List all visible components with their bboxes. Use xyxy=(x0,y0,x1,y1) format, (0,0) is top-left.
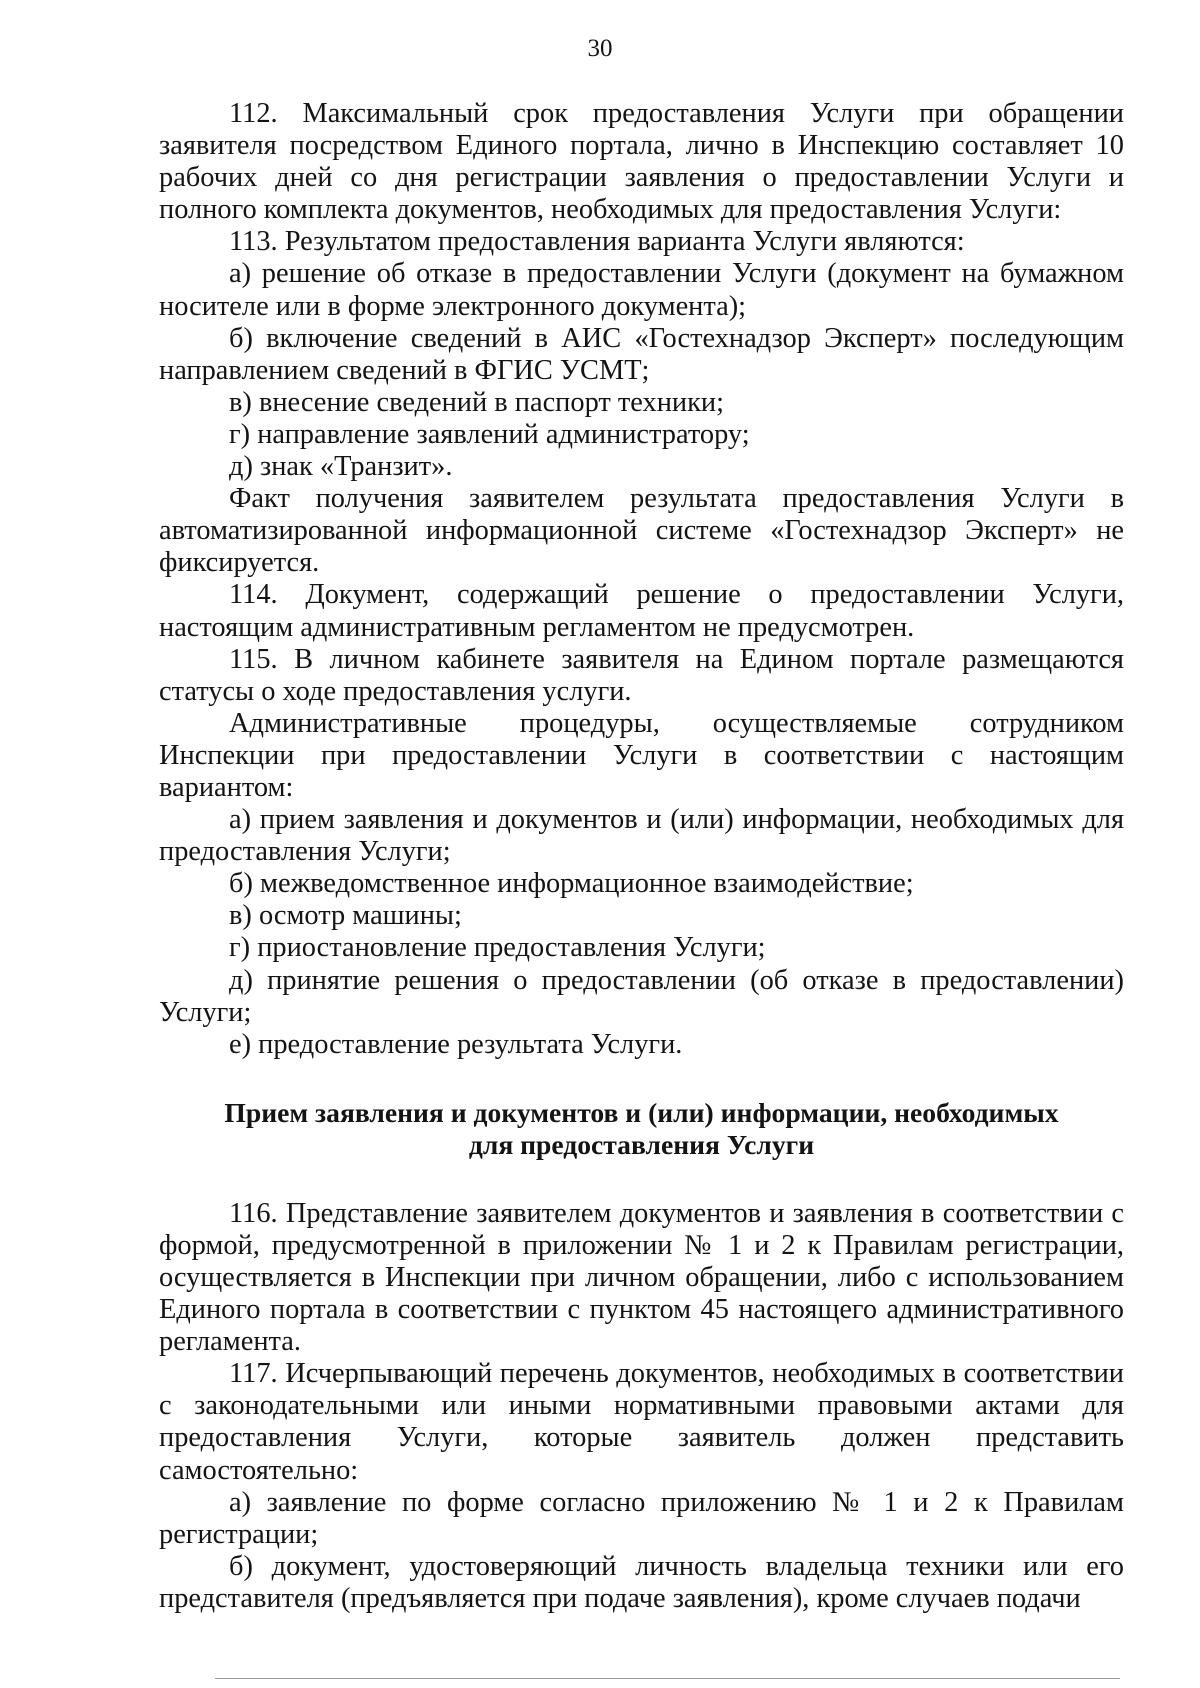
paragraph-p113v: в) внесение сведений в паспорт техники; xyxy=(229,386,724,418)
bottom-divider xyxy=(215,1678,1120,1679)
paragraph-padm: Административные процедуры, осуществляемые сотрудником Инспекции при предоставлении Услуги в соответствии с настоящим вариантом: xyxy=(159,707,1124,803)
paragraph-p113: 113. Результатом предоставления варианта Услуги являются: xyxy=(229,226,965,258)
paragraph-padm_g: г) приостановление предоставления Услуги; xyxy=(229,932,766,964)
document-body xyxy=(159,98,1124,1615)
paragraph-p117b: б) документ, удостоверяющий личность владельца техники или его представителя (предъявляется при подаче заявления), кроме случаев подачи xyxy=(159,1550,1124,1614)
paragraph-p115: 115. В личном кабинете заявителя на Едином портале размещаются статусы о ходе предоставления услуги. xyxy=(159,643,1124,707)
section-heading-line-2: для предоставления Услуги xyxy=(468,1129,815,1161)
paragraph-padm_a: а) прием заявления и документов и (или) информации, необходимых для предоставления Услуги; xyxy=(159,804,1124,868)
paragraph-pfact: Факт получения заявителем результата предоставления Услуги в автоматизированной информационной системе «Гостехнадзор Эксперт» не фиксируется. xyxy=(159,483,1124,579)
paragraph-p113a: а) решение об отказе в предоставлении Услуги (документ на бумажном носителе или в форме электронного документа); xyxy=(159,258,1124,322)
paragraph-p113d: д) знак «Транзит». xyxy=(229,451,453,483)
paragraph-p113b: б) включение сведений в АИС «Гостехнадзор Эксперт» последующим направлением сведений в ФГИС УСМТ; xyxy=(159,322,1124,386)
section-heading xyxy=(159,1097,1124,1162)
paragraph-group-before xyxy=(159,98,1124,1061)
paragraph-padm_v: в) осмотр машины; xyxy=(229,900,462,932)
paragraph-p114: 114. Документ, содержащий решение о предоставлении Услуги, настоящим административным регламентом не предусмотрен. xyxy=(159,579,1124,643)
paragraph-p113g: г) направление заявлений администратору; xyxy=(229,418,750,450)
section-heading-line-1: Прием заявления и документов и (или) информации, необходимых xyxy=(224,1096,1059,1128)
paragraph-p117: 117. Исчерпывающий перечень документов, необходимых в соответствии с законодательными или иными нормативными правовыми актами для предоставления Услуги, которые заявитель должен представить самостоятельно: xyxy=(159,1358,1124,1486)
paragraph-p117a: а) заявление по форме согласно приложению № 1 и 2 к Правилам регистрации; xyxy=(159,1486,1124,1550)
paragraph-padm_b: б) межведомственное информационное взаимодействие; xyxy=(229,868,914,900)
page-number: 30 xyxy=(587,35,613,62)
paragraph-padm_d: д) принятие решения о предоставлении (об отказе в предоставлении) Услуги; xyxy=(159,964,1124,1028)
paragraph-padm_e: е) предоставление результата Услуги. xyxy=(229,1028,683,1060)
paragraph-p112: 112. Максимальный срок предоставления Услуги при обращении заявителя посредством Единого портала, лично в Инспекцию составляет 10 рабочих дней со дня регистрации заявления о предоставлении Услуги и полного комплекта документов, необходимых для предоставления Услуги: xyxy=(159,98,1124,226)
paragraph-p116: 116. Представление заявителем документов и заявления в соответствии с формой, предусмотренной в приложении № 1 и 2 к Правилам регистрации, осуществляется в Инспекции при личном обращении, либо с использованием Единого портала в соответствии с пунктом 45 настоящего административного регламента. xyxy=(159,1197,1124,1358)
paragraph-group-after xyxy=(159,1198,1124,1615)
